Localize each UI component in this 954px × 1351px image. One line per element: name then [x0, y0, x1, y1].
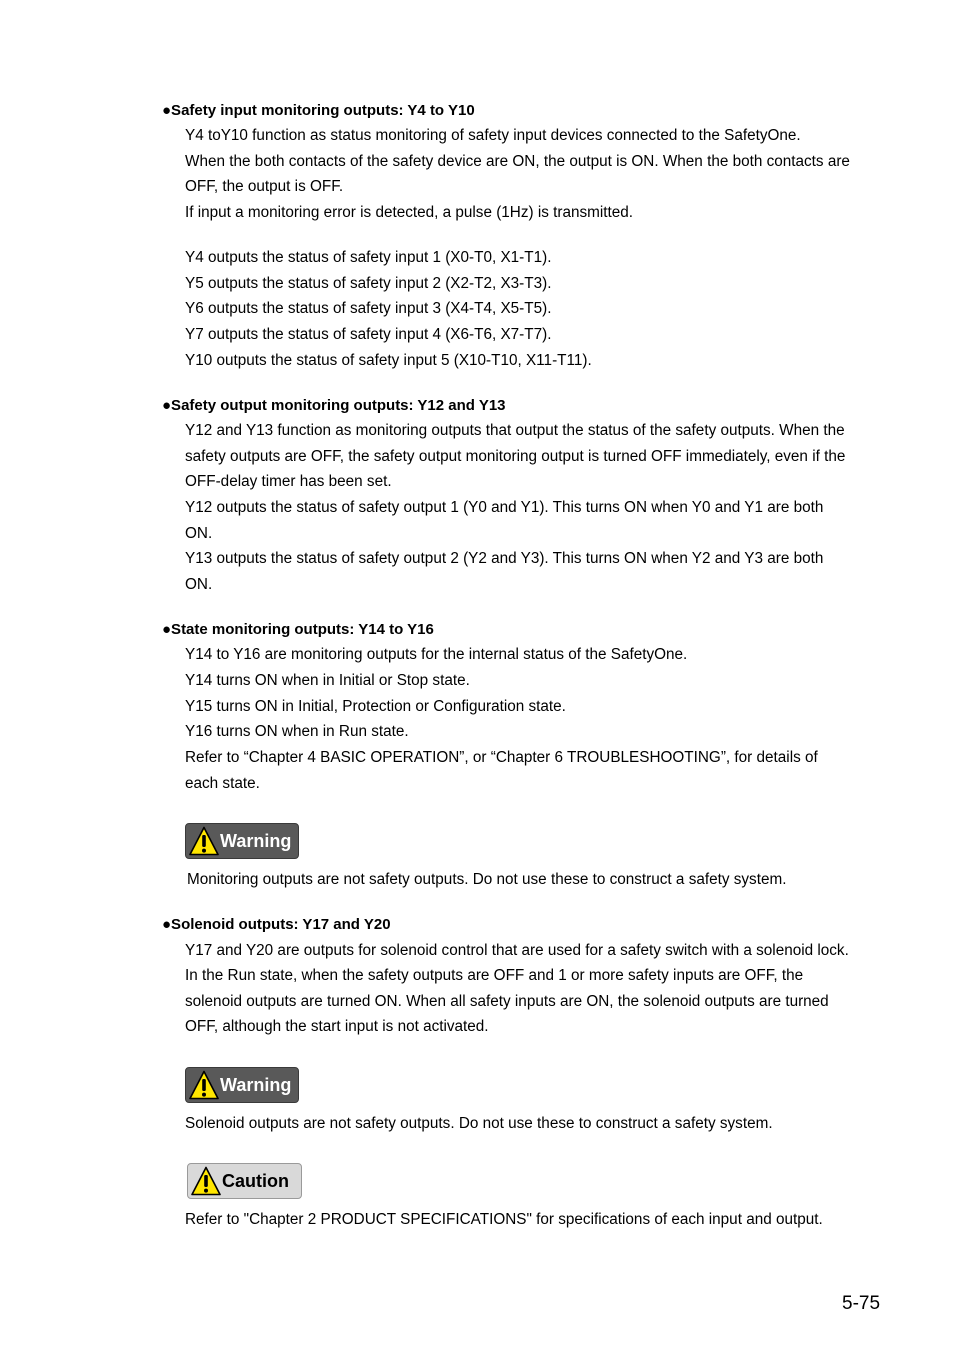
exclamation-triangle-icon [189, 1070, 219, 1100]
paragraph-line: OFF, the output is OFF. [185, 178, 344, 195]
paragraph-line: In the Run state, when the safety outputs are OFF and 1 or more safety inputs are OFF, the [185, 967, 804, 984]
badge-label: Warning [220, 830, 292, 851]
paragraph-line: ON. [185, 576, 213, 593]
paragraph-line: Y6 outputs the status of safety input 3 (X4-T4, X5-T5). [185, 300, 552, 317]
warning-badge [185, 823, 299, 859]
paragraph-line: When the both contacts of the safety device are ON, the output is ON. When the both contacts are [185, 153, 850, 170]
paragraph-line: Y15 turns ON in Initial, Protection or Configuration state. [185, 698, 566, 715]
paragraph-line: each state. [185, 775, 260, 792]
paragraph-line: Y12 outputs the status of safety output 1 (Y0 and Y1). This turns ON when Y0 and Y1 are both [185, 499, 824, 516]
section-heading: ●State monitoring outputs: Y14 to Y16 [162, 621, 434, 638]
warning-text: Solenoid outputs are not safety outputs. Do not use these to construct a safety system. [185, 1115, 773, 1132]
paragraph-line: Y14 turns ON when in Initial or Stop state. [185, 672, 470, 689]
paragraph-line: OFF-delay timer has been set. [185, 473, 392, 490]
paragraph-line: solenoid outputs are turned ON. When all safety inputs are ON, the solenoid outputs are turned [185, 993, 829, 1010]
paragraph-line: Y10 outputs the status of safety input 5 (X10-T10, X11-T11). [185, 352, 592, 369]
warning-badge [185, 1067, 299, 1103]
paragraph-line: Refer to “Chapter 4 BASIC OPERATION”, or “Chapter 6 TROUBLESHOOTING”, for details of [185, 749, 818, 766]
section-heading: ●Solenoid outputs: Y17 and Y20 [162, 916, 391, 933]
paragraph-line: Y13 outputs the status of safety output 2 (Y2 and Y3). This turns ON when Y2 and Y3 are both [185, 550, 824, 567]
section-heading: ●Safety output monitoring outputs: Y12 and Y13 [162, 397, 506, 414]
paragraph-line: Y4 outputs the status of safety input 1 (X0-T0, X1-T1). [185, 249, 552, 266]
badge-label: Caution [222, 1170, 289, 1191]
paragraph-line: If input a monitoring error is detected, a pulse (1Hz) is transmitted. [185, 204, 634, 221]
exclamation-triangle-icon [191, 1166, 221, 1196]
paragraph-line: Y16 turns ON when in Run state. [185, 723, 409, 740]
caution-text: Refer to "Chapter 2 PRODUCT SPECIFICATIONS" for specifications of each input and output. [185, 1211, 823, 1228]
paragraph-line: ON. [185, 525, 213, 542]
paragraph-line: Y5 outputs the status of safety input 2 (X2-T2, X3-T3). [185, 275, 552, 292]
caution-badge [187, 1163, 302, 1199]
paragraph-line: Y7 outputs the status of safety input 4 (X6-T6, X7-T7). [185, 326, 552, 343]
paragraph-line: Y12 and Y13 function as monitoring outputs that output the status of the safety outputs. When the [185, 422, 845, 439]
exclamation-triangle-icon [189, 826, 219, 856]
paragraph-line: safety outputs are OFF, the safety output monitoring output is turned OFF immediately, even if the [185, 448, 846, 465]
badge-label: Warning [220, 1074, 292, 1095]
paragraph-line: Y14 to Y16 are monitoring outputs for the internal status of the SafetyOne. [185, 646, 688, 663]
page-number: 5-75 [842, 1293, 881, 1314]
paragraph-line: Y17 and Y20 are outputs for solenoid control that are used for a safety switch with a solenoid lock. [185, 942, 849, 959]
section-heading: ●Safety input monitoring outputs: Y4 to Y10 [162, 102, 475, 119]
paragraph-line: Y4 toY10 function as status monitoring of safety input devices connected to the SafetyOne. [185, 127, 801, 144]
paragraph-line: OFF, although the start input is not activated. [185, 1018, 489, 1035]
warning-text: Monitoring outputs are not safety outputs. Do not use these to construct a safety system. [187, 871, 787, 888]
